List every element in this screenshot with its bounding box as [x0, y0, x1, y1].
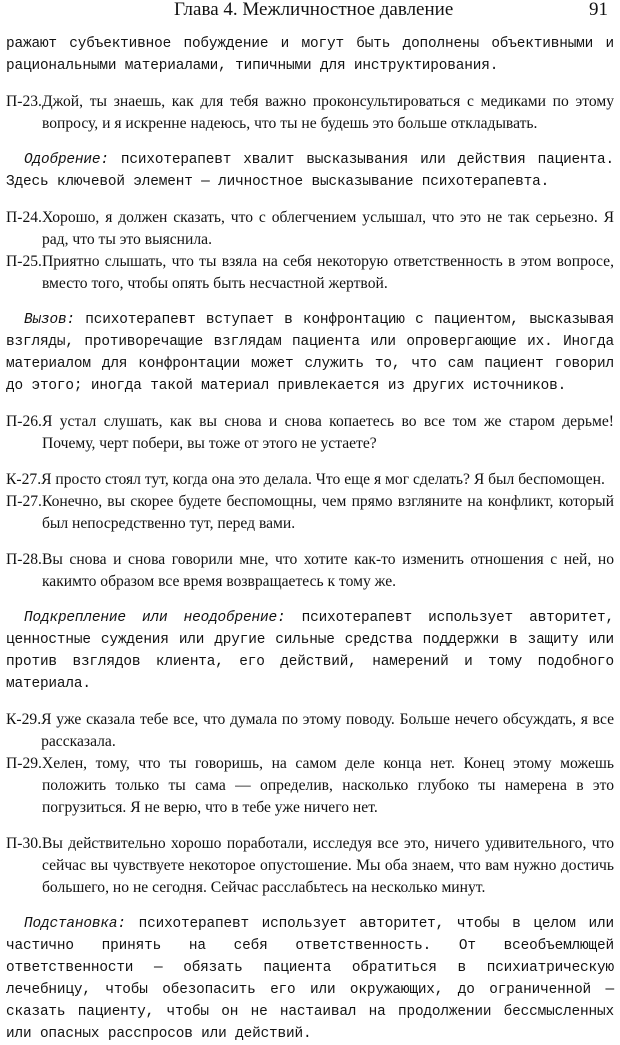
- term-paragraph: [6, 607, 614, 695]
- dialog-text: Я уже сказала тебе все, что думала по этому поводу. Больше нечего обсуждать, я все рассказала.: [41, 711, 614, 750]
- dialog-line: [6, 549, 614, 593]
- dialog-line: [6, 251, 614, 295]
- term-label: Одобрение:: [24, 152, 109, 168]
- dialog-line: [6, 709, 614, 753]
- speaker-label: П-25.: [6, 253, 42, 270]
- term-label: Подстановка:: [24, 916, 126, 932]
- term-text: психотерапевт использует авторитет, чтобы в целом или частично принять на себя ответственность. От всеобъемлющей ответственности — обязать пациента обратиться в психиатрическую лечебницу, чтобы обезопасить его или окружающих, до ограниченной — сказать пациенту, чтобы он не настаивал на продолжении бессмысленных или опасных расспросов или действий.: [6, 916, 614, 1042]
- speaker-label: П-28.: [6, 551, 42, 568]
- dialog-text: Вы действительно хорошо поработали, исследуя все это, ничего удивительного, что сейчас вы чувствуете некоторое опустошение. Мы оба знаем, что вам нужно достичь большего, но не сегодня. Сейчас расслабьтесь на несколько минут.: [41, 835, 614, 896]
- dialog-line: [6, 753, 614, 819]
- speaker-label: К-27.: [6, 471, 42, 488]
- speaker-label: П-24.: [6, 209, 42, 226]
- dialog-text: Хелен, тому, что ты говоришь, на самом деле конца нет. Конец этому можешь положить только ты сама — определив, насколько глубоко ты намерена в это погрузиться. Я не верю, что в тебе уже ничего нет.: [41, 755, 614, 816]
- dialog-line: [6, 491, 614, 535]
- continued-paragraph: ражают субъективное побуждение и могут быть дополнены объективными и рациональными материалами, типичными для инструктирования.: [6, 36, 614, 74]
- term-paragraph: [6, 149, 614, 193]
- speaker-label: П-23.: [6, 93, 42, 110]
- term-text: психотерапевт хвалит высказывания или действия пациента. Здесь ключевой элемент — личностное высказывание психотерапевта.: [6, 152, 614, 190]
- dialog-text: Я просто стоял тут, когда она это делала. Что еще я мог сделать? Я был беспомощен.: [41, 471, 605, 488]
- dialog-text: Джой, ты знаешь, как для тебя важно проконсультироваться с медиками по этому вопросу, и я искренне надеюсь, что ты не будешь это больше откладывать.: [41, 93, 614, 132]
- term-text: психотерапевт использует авторитет, ценностные суждения или другие сильные средства поддержки в защиту или против взглядов клиента, его действий, намерений и тому подобного материала.: [6, 610, 614, 692]
- term-paragraph: [6, 309, 614, 397]
- dialog-text: Конечно, вы скорее будете беспомощны, чем прямо взгляните на конфликт, который был непосредственно тут, перед вами.: [41, 493, 614, 532]
- dialog-line: [6, 469, 614, 491]
- chapter-title: Глава 4. Межличностное давление: [174, 0, 454, 20]
- page-number: 91: [589, 0, 608, 20]
- speaker-label: П-27.: [6, 493, 42, 510]
- running-header: [6, 0, 614, 26]
- dialog-text: Хорошо, я должен сказать, что с облегчением услышал, что это не так серьезно. Я рад, что ты это выяснила.: [41, 209, 614, 248]
- speaker-label: П-29.: [6, 755, 42, 772]
- speaker-label: П-30.: [6, 835, 42, 852]
- term-label: Вызов:: [24, 312, 75, 328]
- speaker-label: П-26.: [6, 413, 42, 430]
- dialog-text: Приятно слышать, что ты взяла на себя некоторую ответственность в этом вопросе, вместо того, чтобы опять быть несчастной жертвой.: [41, 253, 614, 292]
- term-text: психотерапевт вступает в конфронтацию с пациентом, высказывая взгляды, противоречащие взглядам пациента или опровергающие их. Иногда материалом для конфронтации может служить то, что сам пациент говорил до этого; иногда такой материал привлекается из других источников.: [6, 312, 614, 394]
- dialog-line: [6, 91, 614, 135]
- dialog-text: Я устал слушать, как вы снова и снова копаетесь во все том же старом дерьме! Почему, черт побери, вы тоже от этого не устаете?: [41, 413, 614, 452]
- dialog-line: [6, 411, 614, 455]
- dialog-line: [6, 833, 614, 899]
- dialog-line: [6, 207, 614, 251]
- speaker-label: К-29.: [6, 711, 42, 728]
- dialog-text: Вы снова и снова говорили мне, что хотите как-то изменить отношения с ней, но какимто образом все время возвращаетесь к тому же.: [41, 551, 614, 590]
- term-label: Подкрепление или неодобрение:: [24, 610, 286, 626]
- term-paragraph: [6, 913, 614, 1045]
